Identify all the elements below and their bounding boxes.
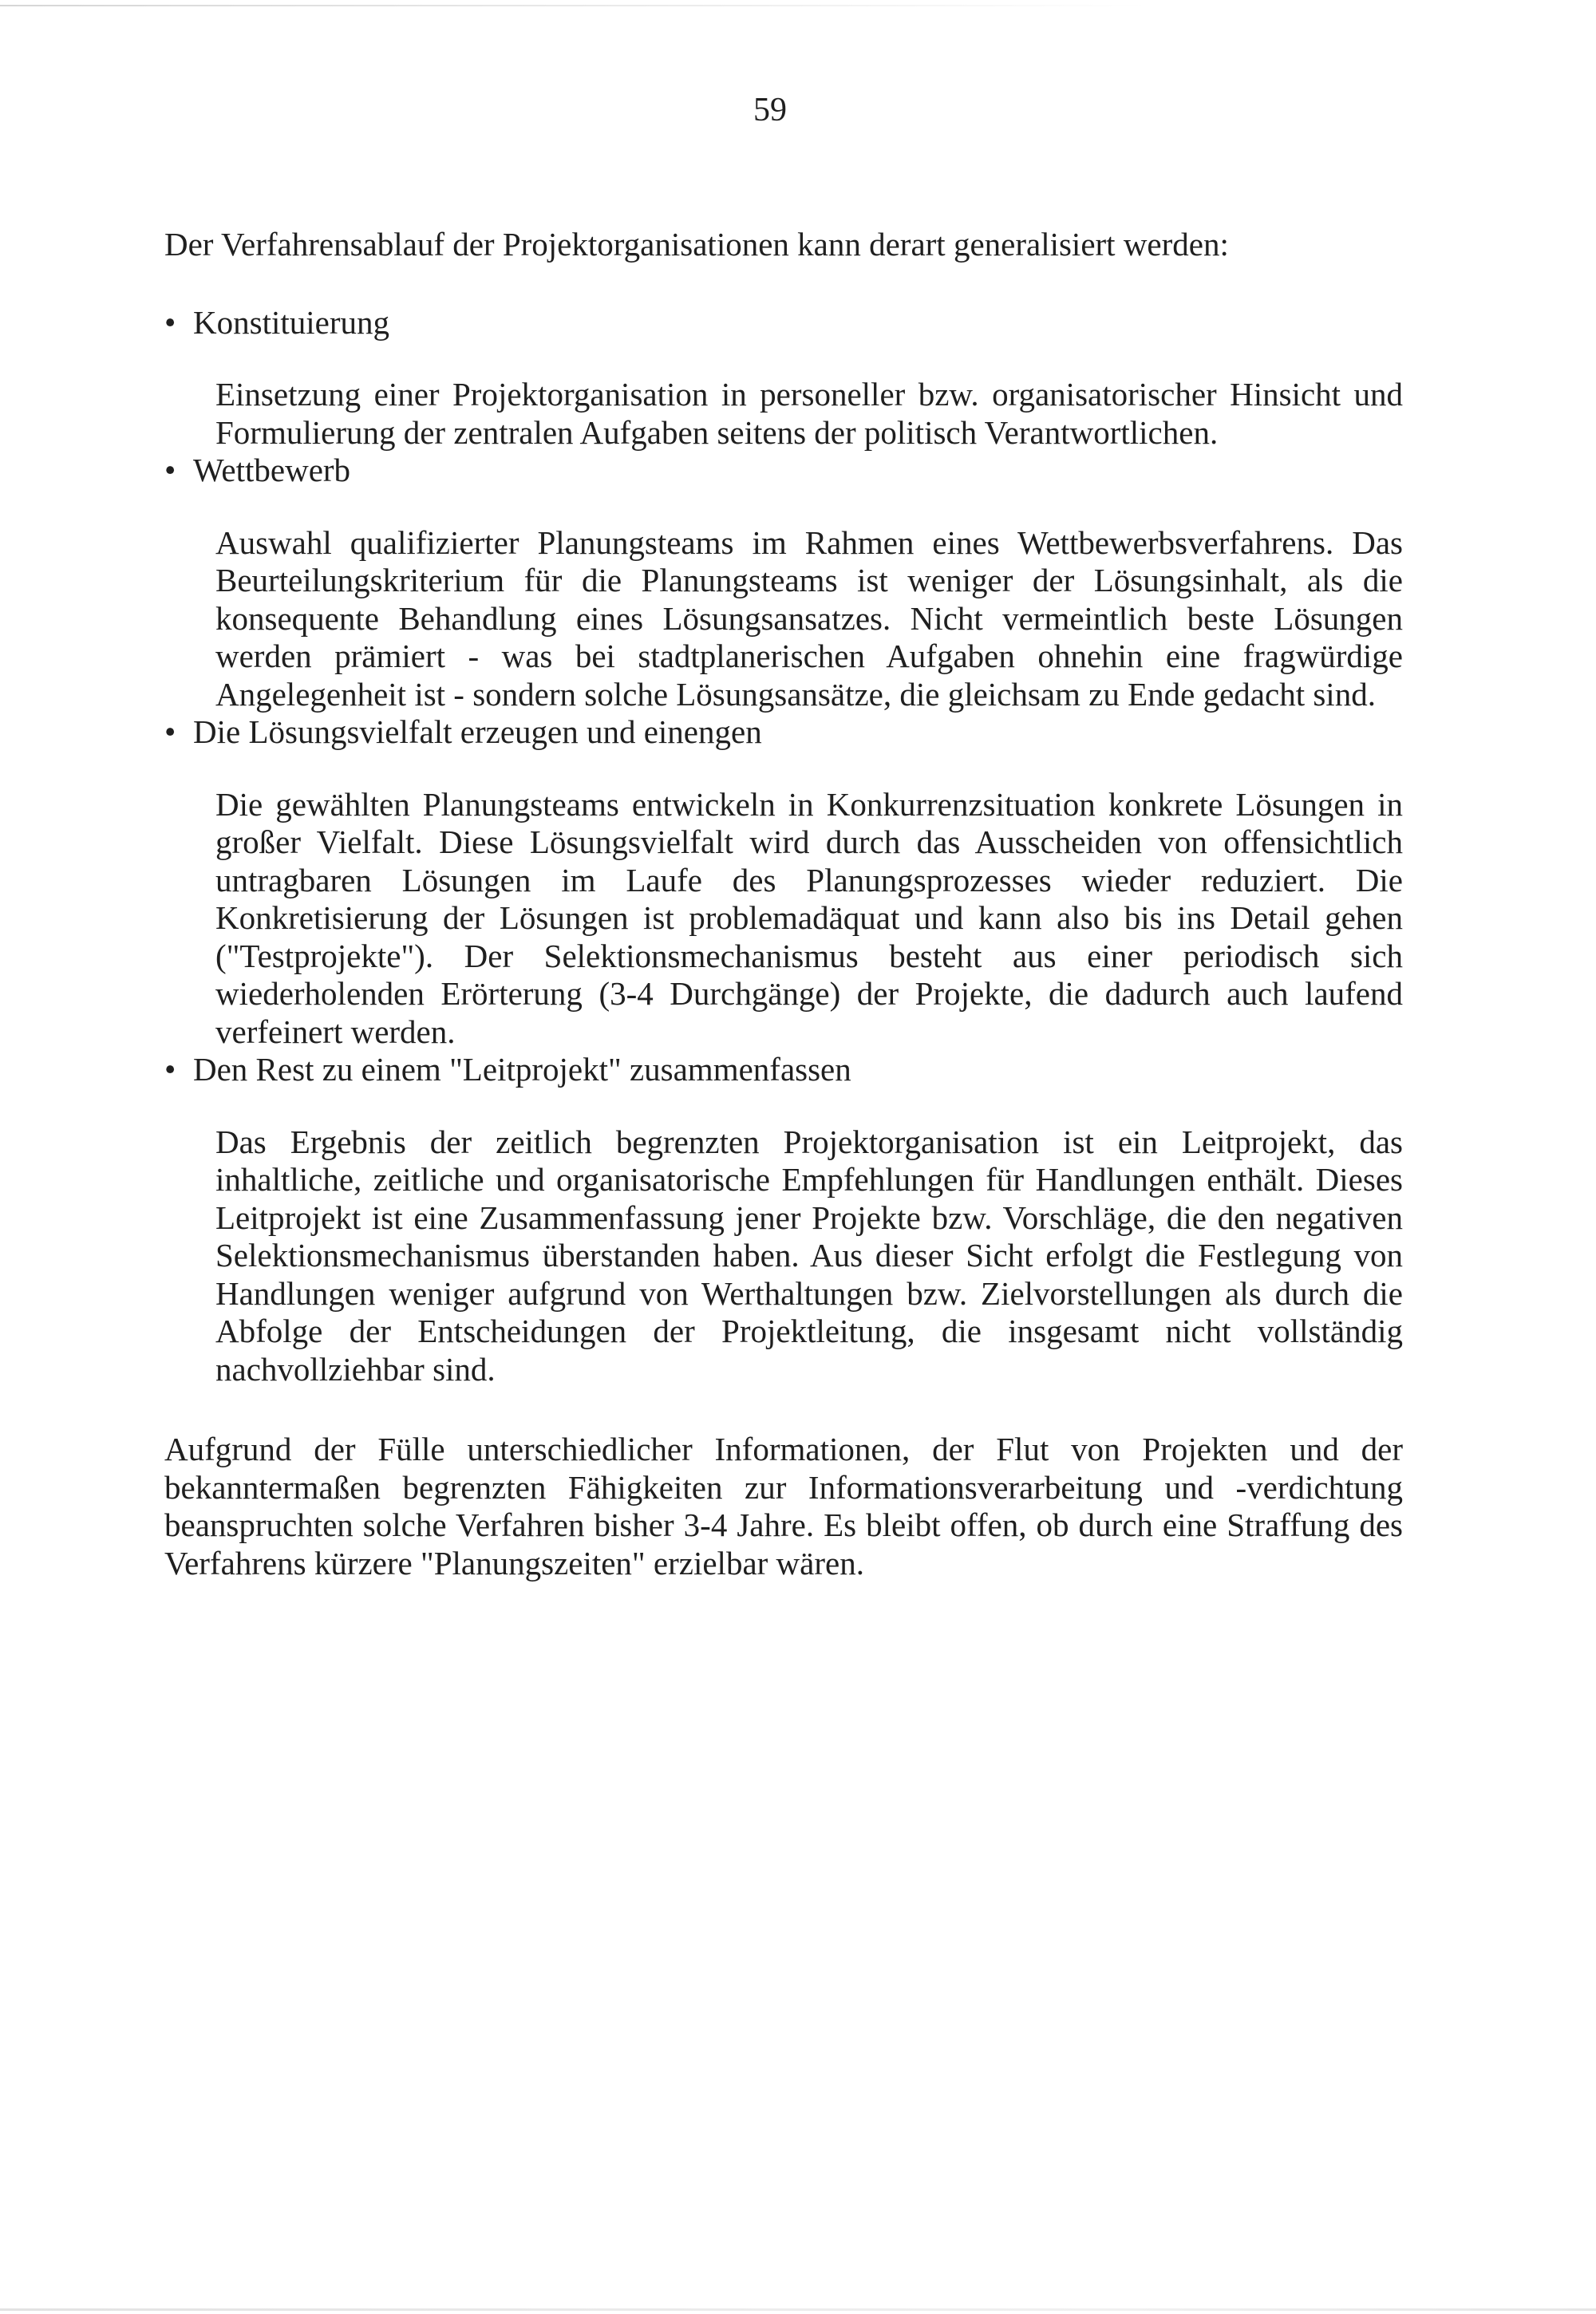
list-item-body: Auswahl qualifizierter Planungsteams im Rahmen eines Wettbewerbsverfahrens. Das Beurteilungskriterium für die Planungsteams ist weniger der Lösungsinhalt, als die konsequente Behandlung eines Lösungsansatzes. Nicht vermeintlich beste Lösungen werden prämiert - was bei stadtplanerischen Aufgaben ohnehin eine fragwürdige Angelegenheit ist - sondern solche Lösungsansätze, die gleichsam zu Ende gedacht sind. bbox=[215, 523, 1403, 713]
page-number: 59 bbox=[753, 92, 787, 128]
closing-paragraph: Aufgrund der Fülle unterschiedlicher Informationen, der Flut von Projekten und der bekanntermaßen begrenzten Fähigkeiten zur Informationsverarbeitung und -verdichtung beanspruchten solche Verfahren bisher 3-4 Jahre. Es bleibt offen, ob durch eine Straffung des Verfahrens kürzere "Planungszeiten" erzielbar wären. bbox=[164, 1431, 1403, 1581]
body-text bbox=[164, 226, 1403, 1582]
bullet-icon: • bbox=[164, 303, 176, 341]
list-item-heading bbox=[164, 452, 1403, 490]
bullet-icon: • bbox=[164, 452, 176, 488]
bullet-icon: • bbox=[164, 713, 176, 750]
list-item bbox=[164, 452, 1403, 713]
scan-edge-top bbox=[0, 5, 1149, 6]
list-item-body: Einsetzung einer Projektorganisation in personeller bzw. organisatorischer Hinsicht und Formulierung der zentralen Aufgaben seitens der politisch Verantwortlichen. bbox=[215, 376, 1403, 451]
list-item bbox=[164, 304, 1403, 452]
list-item-heading bbox=[164, 713, 1403, 752]
heading-leitprojekt: Den Rest zu einem "Leitprojekt" zusammenfassen bbox=[193, 1051, 851, 1088]
bullet-icon: • bbox=[164, 1051, 176, 1088]
scan-edge-bottom bbox=[0, 2308, 1596, 2311]
procedure-list bbox=[164, 304, 1403, 1389]
list-item-heading bbox=[164, 304, 1403, 342]
list-item-body: Die gewählten Planungsteams entwickeln in Konkurrenzsituation konkrete Lösungen in großer Vielfalt. Diese Lösungsvielfalt wird durch das Ausscheiden von offensichtlich untragbaren Lösungen im Laufe des Planungsprozesses wieder reduziert. Die Konkretisierung der Lösungen ist problemadäquat und kann also bis ins Detail gehen ("Testprojekte"). Der Selektionsmechanismus besteht aus einer periodisch sich wiederholenden Erörterung (3-4 Durchgänge) der Projekte, die dadurch auch laufend verfeinert werden. bbox=[215, 785, 1403, 1050]
heading-wettbewerb: Wettbewerb bbox=[193, 452, 351, 488]
heading-konstituierung: Konstituierung bbox=[193, 303, 389, 341]
list-item bbox=[164, 713, 1403, 1051]
list-item-body: Das Ergebnis der zeitlich begrenzten Projektorganisation ist ein Leitprojekt, das inhaltliche, zeitliche und organisatorische Empfehlungen für Handlungen enthält. Dieses Leitprojekt ist eine Zusammenfassung jener Projekte bzw. Vorschläge, die den negativen Selektionsmechanismus überstanden haben. Aus dieser Sicht erfolgt die Festlegung von Handlungen weniger aufgrund von Werthaltungen bzw. Zielvorstellungen als durch die Abfolge der Entscheidungen der Projektleitung, die insgesamt nicht vollständig nachvollziehbar sind. bbox=[215, 1123, 1403, 1388]
list-item-heading bbox=[164, 1051, 1403, 1089]
heading-loesungsvielfalt: Die Lösungsvielfalt erzeugen und einengen bbox=[193, 713, 762, 750]
list-item bbox=[164, 1051, 1403, 1388]
intro-paragraph: Der Verfahrensablauf der Projektorganisationen kann derart generalisiert werden: bbox=[164, 226, 1229, 263]
